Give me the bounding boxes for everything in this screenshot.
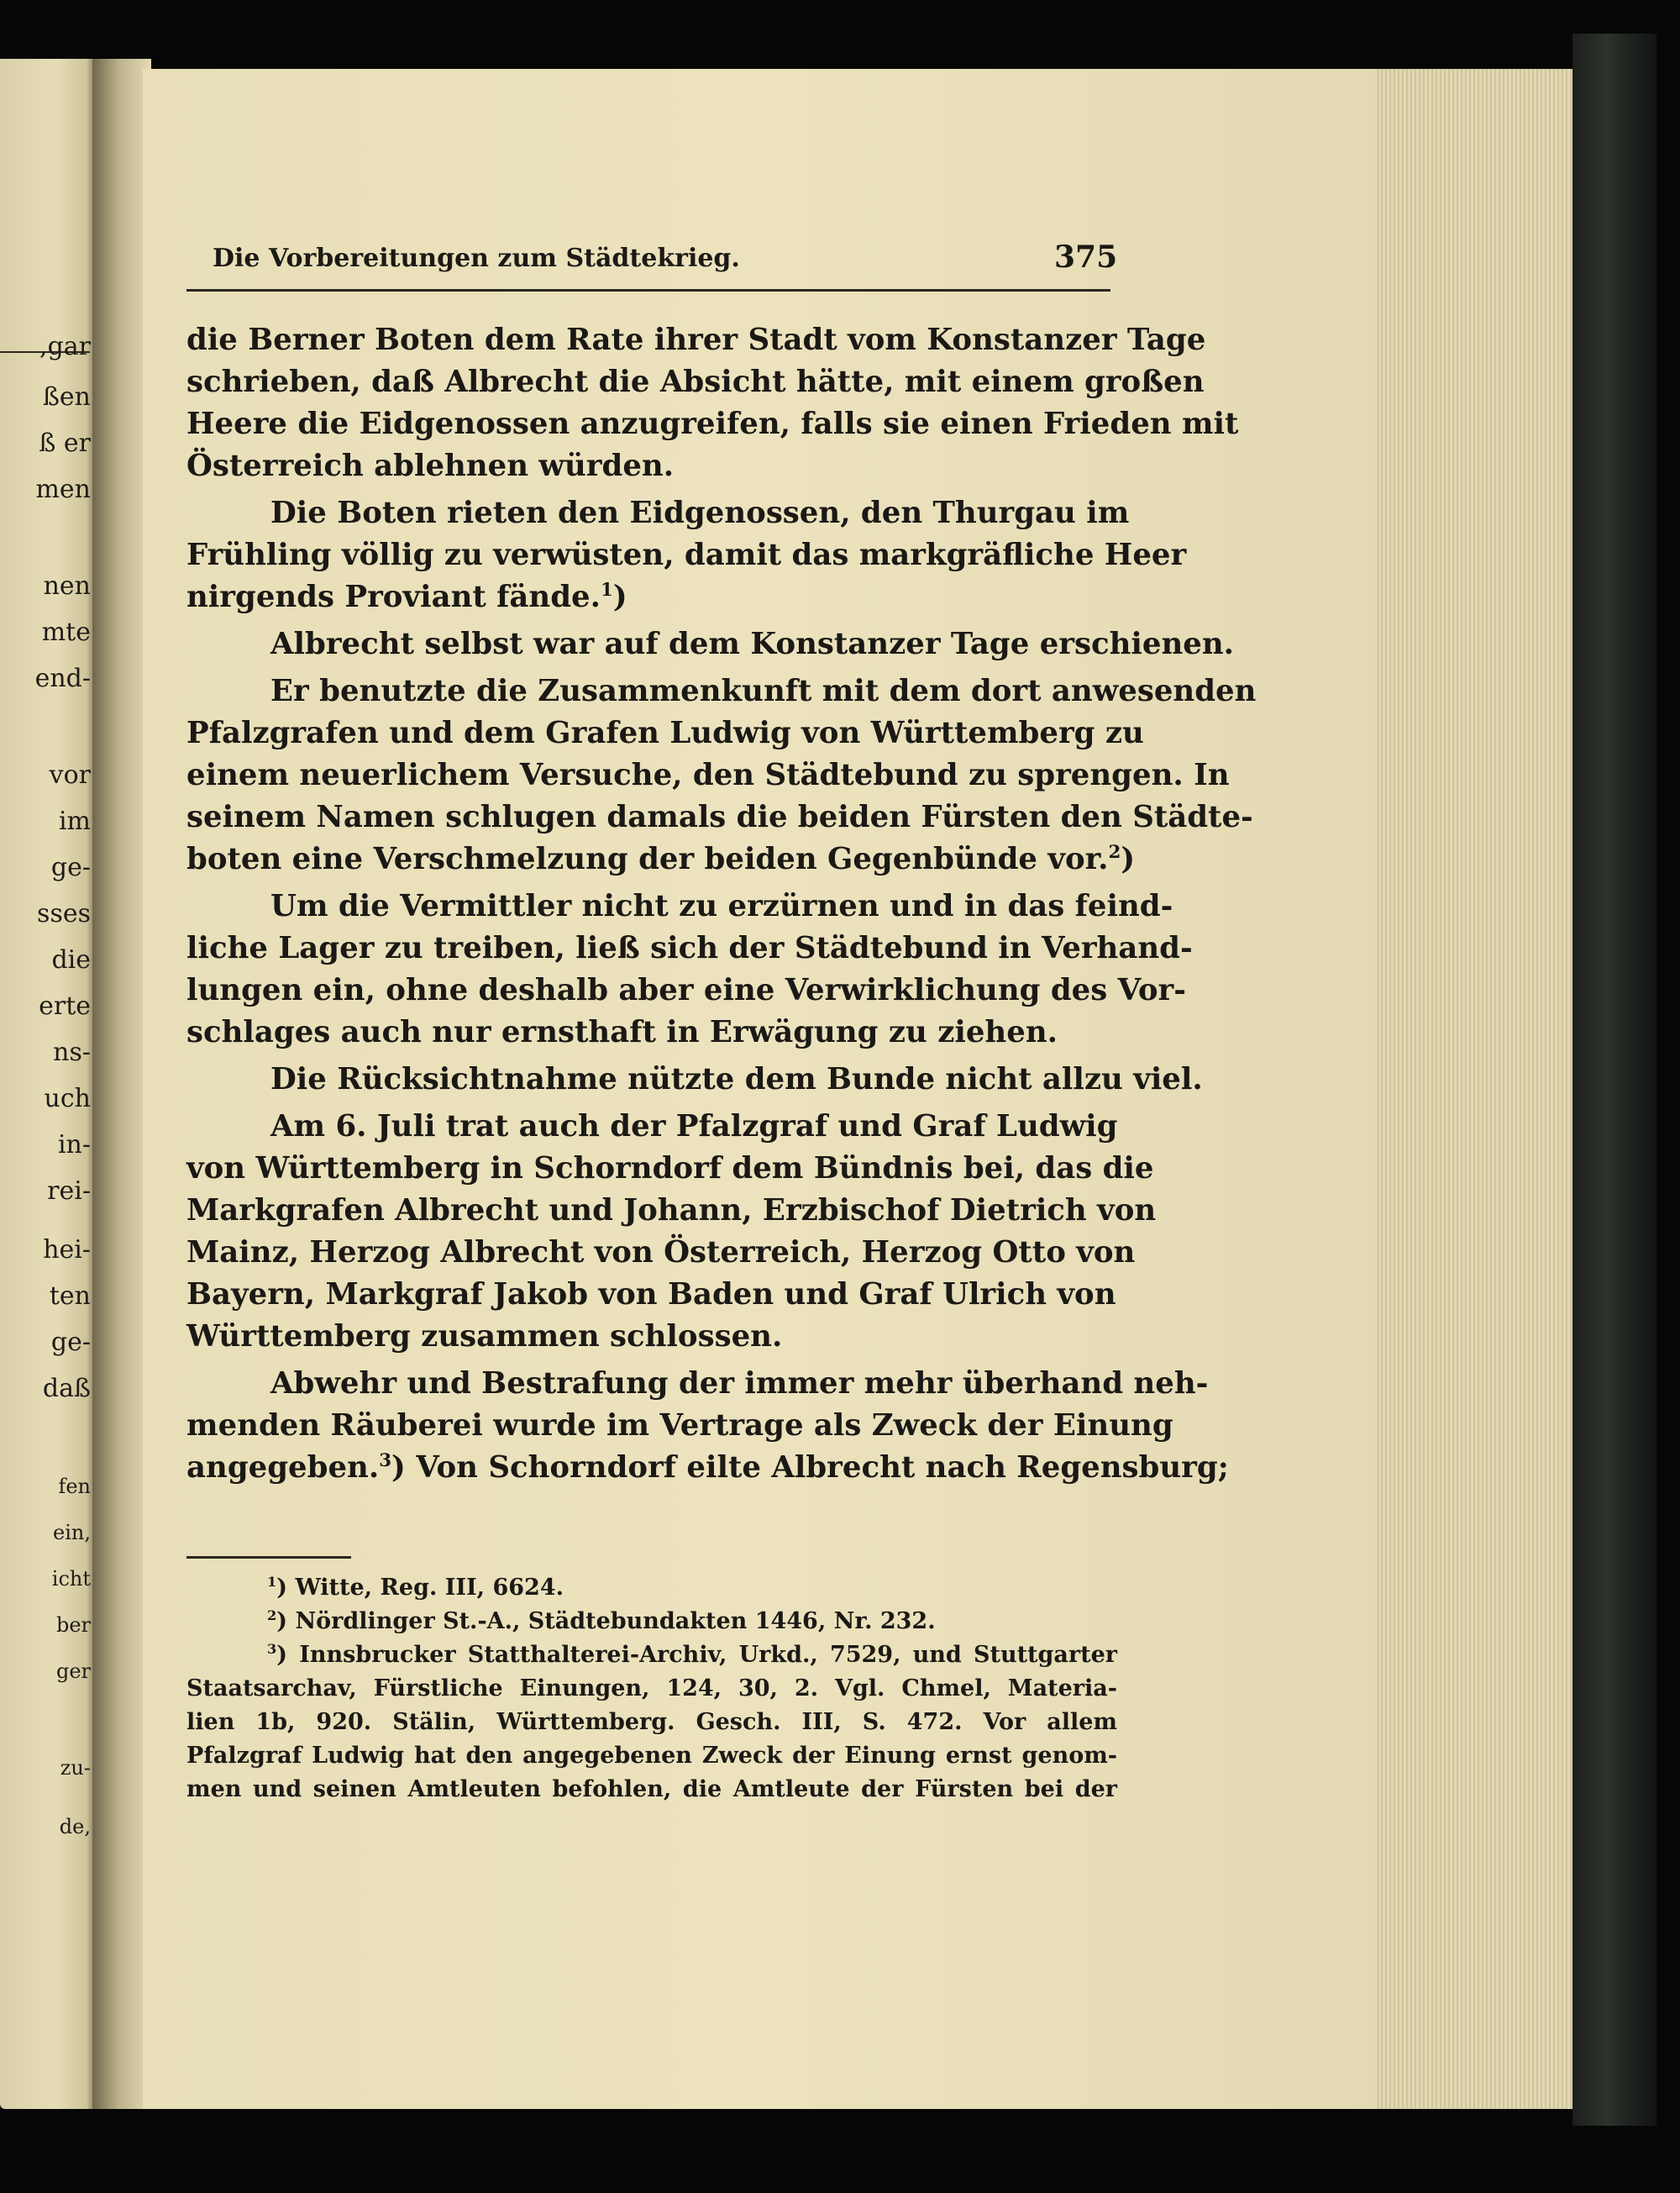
footnote-line: $^3$) Innsbrucker Statthalterei-Archiv, Urkd., 7529, und Stuttgarter <box>267 1641 1117 1668</box>
left-page-fragment: daß <box>42 1374 91 1403</box>
footnote-mark: 1 <box>267 1574 277 1590</box>
left-page-fragment: ß er <box>39 429 91 458</box>
left-page-fragment: uch <box>44 1084 91 1113</box>
text-line: die Berner Boten dem Rate ihrer Stadt vom Konstanzer Tage <box>186 323 1206 357</box>
left-page-fragment: ein, <box>53 1521 91 1544</box>
left-page-fragment: die <box>51 945 91 975</box>
text-line: Am 6. Juli trat auch der Pfalzgraf und Graf Ludwig <box>270 1109 1118 1144</box>
book-cover <box>1572 34 1656 2126</box>
left-page-fragment: de, <box>59 1815 91 1838</box>
text-line: angegeben.$^3$) Von Schorndorf eilte Albrecht nach Regensburg; <box>186 1450 1229 1485</box>
text-line: Albrecht selbst war auf dem Konstanzer Tage erschienen. <box>270 627 1235 661</box>
left-page-fragment: im <box>58 807 91 836</box>
left-page-fragment: nen <box>43 571 91 601</box>
left-page-edge <box>0 59 94 2109</box>
text-line: Die Rücksichtnahme nützte dem Bunde nicht allzu viel. <box>270 1062 1203 1096</box>
left-page-fragment: ßen <box>42 382 91 412</box>
left-page-fragment: vor <box>49 760 91 790</box>
left-page-fragment: ns- <box>53 1038 91 1067</box>
left-page-fragment: mte <box>41 618 91 647</box>
text-line: schlages auch nur ernsthaft in Erwägung zu ziehen. <box>186 1015 1058 1049</box>
header-rule <box>186 289 1110 292</box>
left-page-fragment: rei- <box>47 1176 91 1206</box>
text-line: Heere die Eidgenossen anzugreifen, falls sie einen Frieden mit <box>186 407 1239 441</box>
footnote-ref: 1 <box>601 580 613 602</box>
text-line: Frühling völlig zu verwüsten, damit das markgräfliche Heer <box>186 538 1187 572</box>
text-line: menden Räuberei wurde im Vertrage als Zweck der Einung <box>186 1408 1173 1443</box>
footnote-line: men und seinen Amtleuten befohlen, die Amtleute der Fürsten bei der <box>186 1776 1117 1802</box>
footnote-mark: 3 <box>267 1641 277 1657</box>
text-line: Abwehr und Bestrafung der immer mehr überhand neh- <box>270 1366 1209 1401</box>
left-page-fragment: in- <box>57 1130 91 1160</box>
text-line: Die Boten rieten den Eidgenossen, den Thurgau im <box>270 496 1130 530</box>
body-text <box>186 319 1257 1489</box>
text-line: Pfalzgrafen und dem Grafen Ludwig von Württemberg zu <box>186 716 1144 750</box>
left-page-fragment: hei- <box>43 1235 91 1265</box>
footnote-line: Pfalzgraf Ludwig hat den angegebenen Zweck der Einung ernst genom- <box>186 1743 1117 1769</box>
left-page-fragment: zu- <box>60 1756 91 1780</box>
text-line: von Württemberg in Schorndorf dem Bündnis bei, das die <box>186 1151 1154 1186</box>
left-page-fragment: ger <box>55 1659 91 1683</box>
left-page-fragment: erte <box>39 991 91 1021</box>
footnote-ref: 3 <box>379 1450 392 1472</box>
footnote-mark: 2 <box>267 1607 277 1623</box>
left-page-fragment: fen <box>58 1475 91 1498</box>
running-head-title: Die Vorbereitungen zum Städtekrieg. <box>213 244 740 273</box>
text-line: nirgends Proviant fände.$^1$) <box>186 580 627 614</box>
left-page-fragment: men <box>35 475 91 504</box>
left-page-fragment: icht <box>51 1567 91 1591</box>
footnote-rule <box>186 1556 351 1559</box>
text-line: Markgrafen Albrecht und Johann, Erzbischof Dietrich von <box>186 1193 1157 1228</box>
footnote-line: Staatsarchav, Fürstliche Einungen, 124, 30, 2. Vgl. Chmel, Materia- <box>186 1675 1117 1701</box>
text-line: lungen ein, ohne deshalb aber eine Verwirklichung des Vor- <box>186 973 1186 1007</box>
text-line: Württemberg zusammen schlossen. <box>186 1319 783 1354</box>
text-line: Um die Vermittler nicht zu erzürnen und in das feind- <box>270 889 1173 923</box>
text-line: Er benutzte die Zusammenkunft mit dem dort anwesenden <box>270 674 1257 708</box>
text-line: Mainz, Herzog Albrecht von Österreich, Herzog Otto von <box>186 1235 1136 1270</box>
left-page-fragment: ge- <box>50 853 91 882</box>
text-line: einem neuerlichem Versuche, den Städtebund zu sprengen. In <box>186 758 1230 792</box>
footnote-line: lien 1b, 920. Stälin, Württemberg. Gesch. III, S. 472. Vor allem <box>186 1709 1117 1735</box>
text-line: boten eine Verschmelzung der beiden Gegenbünde vor.$^2$) <box>186 842 1136 876</box>
text-line: Bayern, Markgraf Jakob von Baden und Graf Ulrich von <box>186 1277 1116 1312</box>
text-line: Österreich ablehnen würden. <box>186 449 675 483</box>
footnote-line: $^1$) Witte, Reg. III, 6624. <box>267 1574 564 1601</box>
text-line: seinem Namen schlugen damals die beiden Fürsten den Städte- <box>186 800 1253 834</box>
text-line: liche Lager zu treiben, ließ sich der Städtebund in Verhand- <box>186 931 1193 965</box>
page-number: 375 <box>1054 239 1118 275</box>
footnotes <box>186 1571 1117 1806</box>
left-page-fragment: ten <box>49 1281 91 1311</box>
page-edges <box>1378 69 1573 2109</box>
text-line: schrieben, daß Albrecht die Absicht hätte, mit einem großen <box>186 365 1205 399</box>
left-page-fragment: ber <box>55 1613 91 1637</box>
left-page-fragment: ge- <box>50 1328 91 1357</box>
left-page-fragment: end- <box>34 664 91 693</box>
footnote-ref: 2 <box>1108 842 1121 864</box>
footnote-line: $^2$) Nördlinger St.-A., Städtebundakten 1446, Nr. 232. <box>267 1607 936 1634</box>
left-page-fragment: sses <box>37 899 91 928</box>
left-page-fragment: ,gar <box>39 332 91 361</box>
